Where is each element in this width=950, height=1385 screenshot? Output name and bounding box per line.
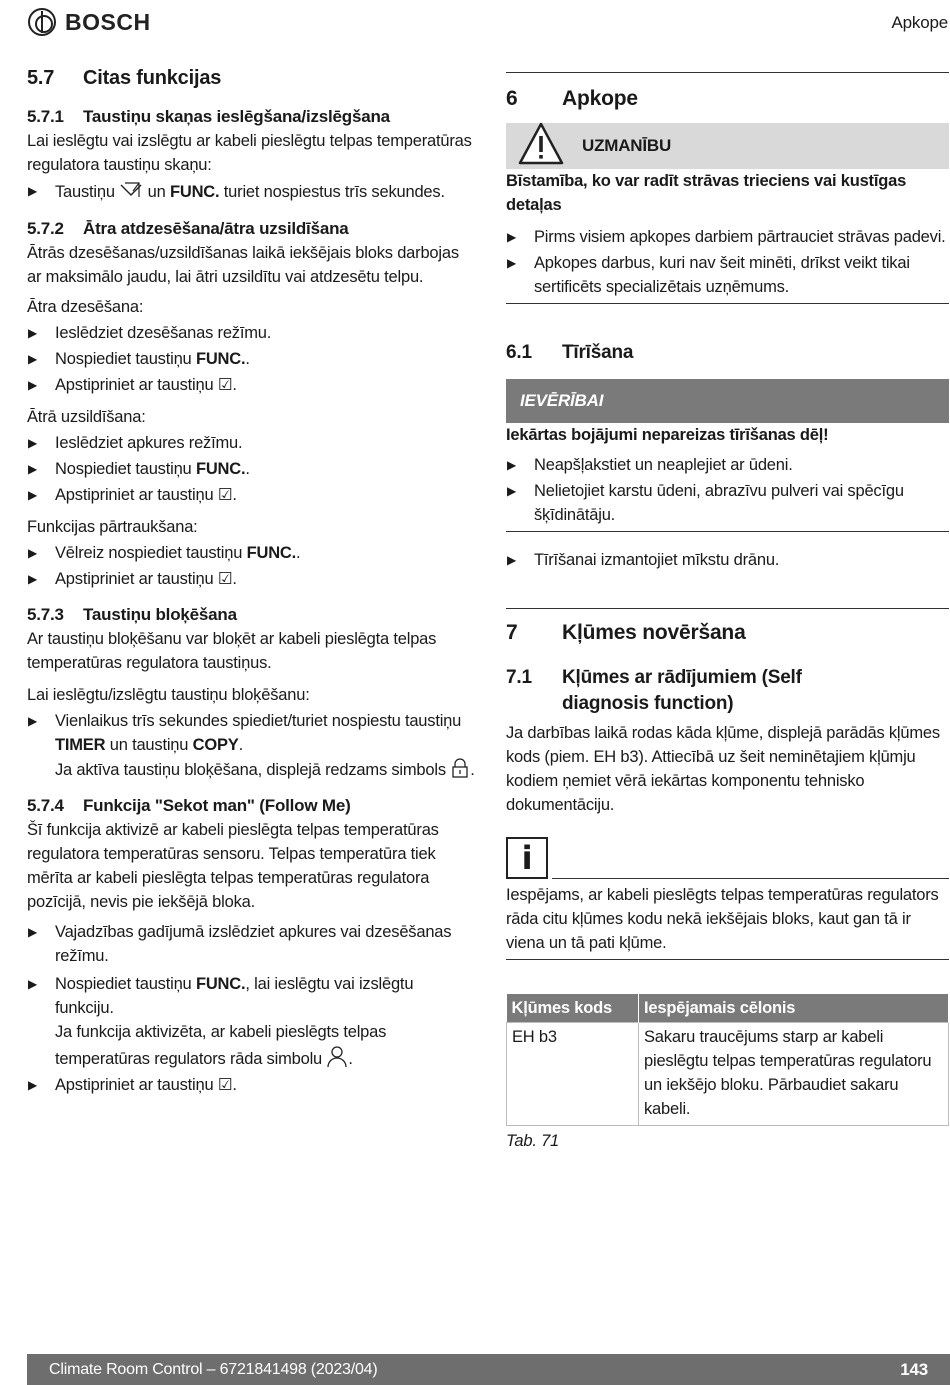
section-5-7-4-heading: 5.7.4 Funkcija "Sekot man" (Follow Me)	[27, 796, 351, 815]
section-5-7-3-steps	[27, 709, 475, 782]
notice-steps	[506, 453, 949, 527]
section-5-7-1-heading: 5.7.1 Taustiņu skaņas ieslēgšana/izslēgšana	[27, 107, 390, 126]
warning-header	[506, 123, 949, 169]
list-item: ▶ Ieslēdziet dzesēšanas režīmu.	[27, 321, 475, 345]
section-7-1-intro: Ja darbības laikā rodas kāda kļūme, displejā parādās kļūmes kods (piem. EH b3). Attiecībā uz šeit neminētajiem kļūmju kodiem ņemiet vērā iekārtas komponentu tehnisko dokumentāciju.	[506, 724, 940, 814]
info-icon: i	[506, 837, 548, 879]
list-item: ▶ Neapšļakstiet un neaplejiet ar ūdeni.	[506, 453, 949, 477]
section-5-7-1-steps	[27, 179, 475, 204]
list-item: ▶ Nospiediet taustiņu FUNC..	[27, 347, 475, 371]
cleaning-steps	[506, 548, 949, 572]
section-5-7-4-intro: Šī funkcija aktivizē ar kabeli pieslēgta telpas temperatūras regulatora temperatūras sensoru. Telpas temperatūra tiek mērīta ar kabeli pieslēgta telpas temperatūras regulatora pozīcijā, nevis pie iekšējā bloka.	[27, 821, 439, 911]
list-item: ▶ Pirms visiem apkopes darbiem pārtrauciet strāvas padevi.	[506, 225, 949, 249]
list-item: ▶ Tīrīšanai izmantojiet mīkstu drānu.	[506, 548, 949, 572]
info-header	[506, 837, 949, 879]
section-5-7-4-steps	[27, 920, 475, 1097]
section-6-1-heading: 6.1 Tīrīšana	[506, 342, 634, 363]
warning-heading: Bīstamība, ko var radīt strāvas trieciens vai kustīgas detaļas	[506, 172, 907, 214]
column-header-cause: Iespējamais cēlonis	[639, 994, 949, 1022]
list-item: ▶ Apstipriniet ar taustiņu ☑.	[27, 483, 475, 507]
left-column	[27, 62, 475, 1097]
sound-key-icon	[119, 179, 143, 201]
list-item: ▶ Vēlreiz nospiediet taustiņu FUNC..	[27, 541, 475, 565]
list-item: ▶ Nospiediet taustiņu FUNC..	[27, 457, 475, 481]
list-item: ▶ Vajadzības gadījumā izslēdziet apkures vai dzesēšanas režīmu.	[27, 920, 475, 968]
section-5-7-2-intro: Ātrās dzesēšanas/uzsildīšanas laikā iekšējais bloks darbojas ar maksimālo jaudu, lai ātri uzsildītu vai atdzesētu telpu.	[27, 244, 459, 286]
stop-function-label: Funkcijas pārtraukšana:	[27, 518, 198, 536]
document-id: Climate Room Control – 6721841498 (2023/04)	[49, 1360, 378, 1378]
list-item: ▶ Nelietojiet karstu ūdeni, abrazīvu pulveri vai spēcīgu šķīdinātāju.	[506, 479, 949, 527]
list-item: ▶ Vienlaikus trīs sekundes spiediet/turiet nospiestu taustiņu TIMER un taustiņu COPY. Ja aktīva taustiņu bloķēšana, displejā redzams simbols .	[27, 709, 475, 782]
warning-steps	[506, 225, 949, 299]
table-header-row	[507, 994, 949, 1022]
brand-logo-group	[28, 8, 151, 36]
fast-heat-steps	[27, 431, 475, 507]
section-divider	[506, 72, 949, 73]
warning-signal-word: UZMANĪBU	[582, 136, 672, 155]
person-icon	[326, 1044, 348, 1068]
section-divider	[506, 608, 949, 609]
stop-function-steps	[27, 541, 475, 591]
section-5-7-3-heading: 5.7.3 Taustiņu bloķēšana	[27, 605, 237, 624]
fast-cool-label: Ātra dzesēšana:	[27, 298, 144, 316]
section-7-1-heading: 7.1 Kļūmes ar rādījumiem (Self diagnosis function)	[506, 667, 802, 714]
list-item: ▶ Apstipriniet ar taustiņu ☑.	[27, 567, 475, 591]
error-code-cell: EH b3	[507, 1022, 639, 1125]
result-text: Ja funkcija aktivizēta, ar kabeli pieslēgts telpas temperatūras regulators rāda simbolu .	[55, 1023, 387, 1068]
section-divider	[506, 531, 949, 532]
list-item: ▶ Ieslēdziet apkures režīmu.	[27, 431, 475, 455]
table-row	[507, 1022, 949, 1125]
list-item: ▶ Apstipriniet ar taustiņu ☑.	[27, 373, 475, 397]
right-column	[506, 72, 949, 1153]
notice-heading: Iekārtas bojājumi nepareizas tīrīšanas dēļ!	[506, 426, 829, 444]
brand-name: BOSCH	[65, 9, 151, 35]
section-7-heading: 7 Kļūmes novēršana	[506, 621, 746, 644]
lock-icon	[450, 757, 470, 779]
list-item: ▶ Apkopes darbus, kuri nav šeit minēti, drīkst veikt tikai sertificēts specializētais uzņēmums.	[506, 251, 949, 299]
page-footer	[27, 1354, 950, 1385]
list-item: ▶ Apstipriniet ar taustiņu ☑.	[27, 1073, 475, 1097]
section-5-7-heading: 5.7 Citas funkcijas	[27, 67, 222, 89]
info-text: Iespējams, ar kabeli pieslēgts telpas temperatūras regulators rāda citu kļūmes kodu nekā iekšējais bloks, kaut gan tā ir viena un tā pati kļūme.	[506, 886, 939, 952]
section-5-7-3-intro2: Lai ieslēgtu/izslēgtu taustiņu bloķēšanu:	[27, 686, 310, 704]
section-5-7-2-heading: 5.7.2 Ātra atdzesēšana/ātra uzsildīšana	[27, 219, 349, 238]
section-5-7-3-intro: Ar taustiņu bloķēšanu var bloķēt ar kabeli pieslēgta telpas temperatūras regulatora taustiņus.	[27, 630, 437, 672]
section-divider	[506, 959, 949, 960]
page-number: 143	[900, 1359, 928, 1379]
notice-header: IEVĒRĪBAI	[506, 379, 949, 423]
section-6-heading: 6 Apkope	[506, 87, 638, 110]
section-5-7-1-intro: Lai ieslēgtu vai izslēgtu ar kabeli pieslēgtu telpas temperatūras regulatora taustiņu skaņu:	[27, 132, 472, 174]
result-text: Ja aktīva taustiņu bloķēšana, displejā redzams simbols .	[55, 757, 475, 782]
table-caption: Tab. 71	[506, 1131, 560, 1150]
section-divider	[552, 878, 949, 879]
error-codes-table	[506, 994, 949, 1126]
page-section-title: Apkope	[891, 13, 948, 32]
fast-heat-label: Ātrā uzsildīšana:	[27, 408, 146, 426]
error-cause-cell: Sakaru traucējums starp ar kabeli pieslēgtu telpas temperatūras regulatoru un iekšējo bloku. Pārbaudiet sakaru kabeli.	[639, 1022, 949, 1125]
column-header-code: Kļūmes kods	[507, 994, 639, 1022]
warning-triangle-icon	[518, 121, 564, 167]
list-item: ▶ Nospiediet taustiņu FUNC., lai ieslēgtu vai izslēgtu funkciju. Ja funkcija aktivizēta, ar kabeli pieslēgts telpas temperatūras regulators rāda simbolu .	[27, 972, 475, 1071]
list-item: ▶ Taustiņu un FUNC. turiet nospiestus trīs sekundes.	[27, 179, 475, 204]
section-divider	[506, 303, 949, 304]
fast-cool-steps	[27, 321, 475, 397]
bosch-logo-icon	[28, 8, 56, 36]
